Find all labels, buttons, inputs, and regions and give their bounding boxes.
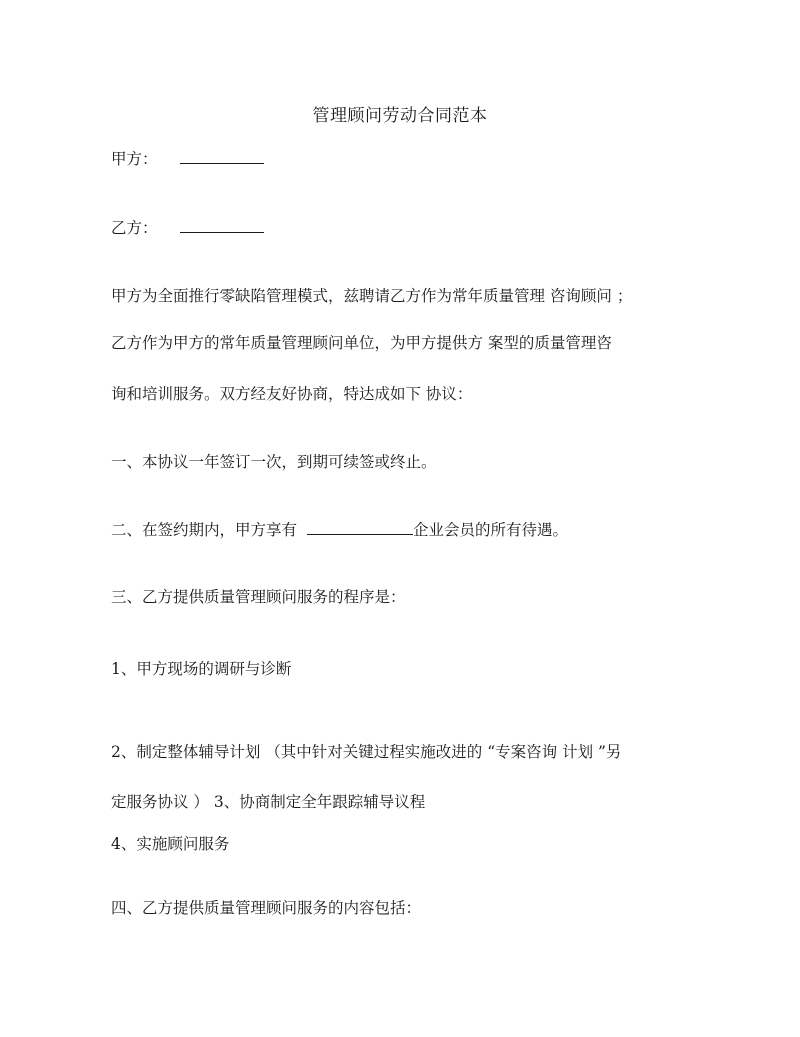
party-b-blank <box>180 217 264 233</box>
party-b-line <box>111 217 264 238</box>
party-a-blank <box>180 148 264 164</box>
step-1: 1、甲方现场的调研与诊断 <box>111 660 292 678</box>
clause-2-line <box>111 519 568 540</box>
party-a-line <box>111 148 264 169</box>
party-b-label: 乙方： <box>111 219 158 237</box>
party-a-label: 甲方： <box>111 150 158 168</box>
intro-line-2: 乙方作为甲方的常年质量管理顾问单位，为甲方提供方 案型的质量管理咨 <box>111 334 612 352</box>
document-title: 管理顾问劳动合同范本 <box>312 106 488 126</box>
step-2-line-1: 2、制定整体辅导计划 （其中针对关键过程实施改进的 “专案咨询 计划 ”另 <box>111 743 622 761</box>
intro-line-3: 询和培训服务。双方经友好协商，特达成如下 协议： <box>111 385 473 403</box>
clause-2-blank <box>307 519 413 535</box>
step-2-line-2: 定服务协议 ） 3、协商制定全年跟踪辅导议程 <box>111 793 426 811</box>
clause-1: 一、本协议一年签订一次，到期可续签或终止。 <box>111 453 437 471</box>
clause-2-before: 二、在签约期内，甲方享有 <box>111 521 298 539</box>
intro-line-1: 甲方为全面推行零缺陷管理模式，兹聘请乙方作为常年质量管理 咨询顾问 ； <box>111 287 633 305</box>
clause-4: 四、乙方提供质量管理顾问服务的内容包括： <box>111 899 422 917</box>
clause-3: 三、乙方提供质量管理顾问服务的程序是： <box>111 588 406 606</box>
clause-2-after: 企业会员的所有待遇。 <box>413 521 569 539</box>
step-4: 4、实施顾问服务 <box>111 835 230 853</box>
